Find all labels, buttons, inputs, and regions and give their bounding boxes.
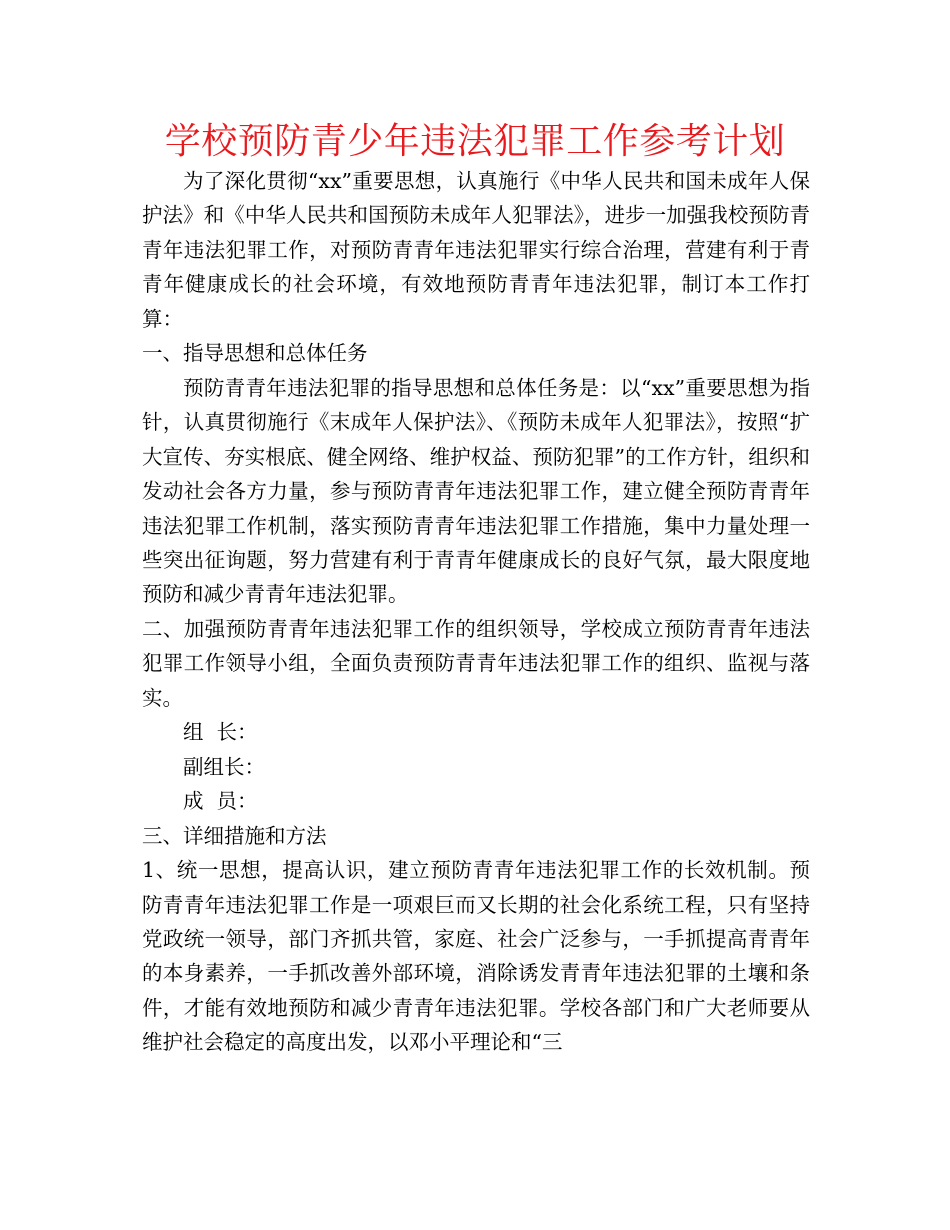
- member-leader: 组 长：: [183, 720, 258, 745]
- section-1-heading: 一、指导思想和总体任务: [142, 341, 368, 366]
- document-title: 学校预防青少年违法犯罪工作参考计划: [164, 121, 786, 162]
- section-3-item-1: 1、统一思想，提高认识，建立预防青青年违法犯罪工作的长效机制。预防青青年违法犯罪工作是一项艰巨而又长期的社会化系统工程，只有坚持党政统一领导，部门齐抓共管，家庭、社会广泛参与，一手抓提高青青年的本身素养，一手抓改善外部环境，消除诱发青青年违法犯罪的土壤和条件，才能有效地预防和减少青青年违法犯罪。学校各部门和广大老师要从维护社会稳定的高度出发，以邓小平理论和“三: [142, 858, 810, 1055]
- section-1-paragraph: 预防青青年违法犯罪的指导思想和总体任务是：以“xx”重要思想为指针，认真贯彻施行《末成年人保护法》、《预防未成年人犯罪法》，按照“扩大宣传、夯实根底、健全网络、维护权益、预防犯罪”的工作方针，组织和发动社会各方力量，参与预防青青年违法犯罪工作，建立健全预防青青年违法犯罪工作机制，落实预防青青年违法犯罪工作措施，集中力量处理一些突出征询题，努力营建有利于青青年健康成长的良好气氛，最大限度地预防和减少青青年违法犯罪。: [142, 375, 810, 607]
- section-2-paragraph: 二、加强预防青青年违法犯罪工作的组织领导，学校成立预防青青年违法犯罪工作领导小组，全面负责预防青青年违法犯罪工作的组织、监视与落实。: [142, 616, 810, 710]
- document-body: [142, 164, 810, 1060]
- intro-paragraph: 为了深化贯彻“xx”重要思想，认真施行《中华人民共和国未成年人保护法》和《中华人民共和国预防未成年人犯罪法》，进步一加强我校预防青青年违法犯罪工作，对预防青青年违法犯罪实行综合治理，营建有利于青青年健康成长的社会环境，有效地预防青青年违法犯罪，制订本工作打算：: [142, 169, 810, 331]
- section-3-heading: 三、详细措施和方法: [142, 823, 327, 848]
- member-members: 成 员：: [183, 789, 258, 814]
- member-deputy-leader: 副组长：: [183, 754, 265, 779]
